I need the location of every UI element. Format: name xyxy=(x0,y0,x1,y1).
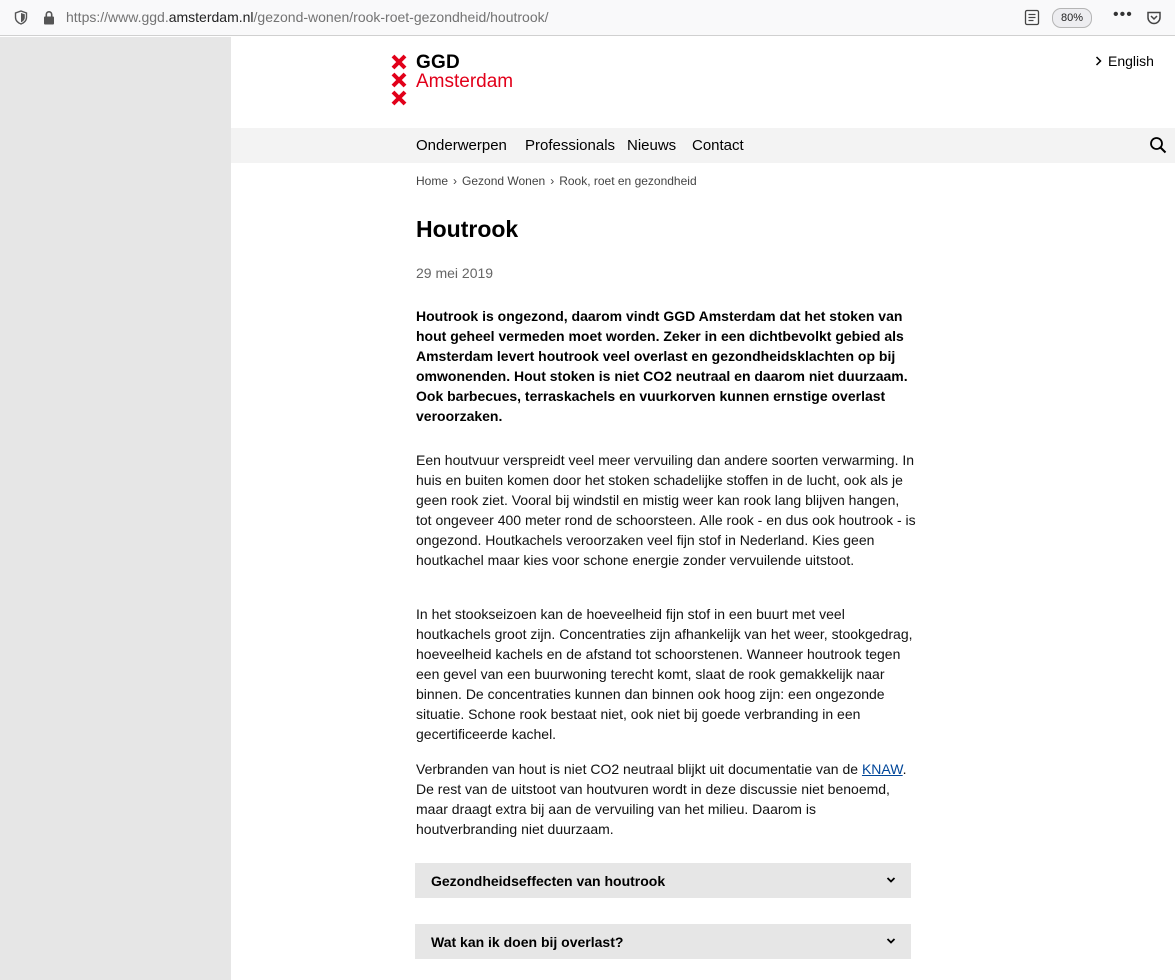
page-actions-menu-button[interactable]: ••• xyxy=(1113,6,1133,23)
knaw-link[interactable]: KNAW xyxy=(861,761,903,777)
accordion-gezondheidseffecten[interactable] xyxy=(415,863,911,898)
shield-icon[interactable] xyxy=(14,10,28,25)
nav-item-professionals[interactable]: Professionals xyxy=(525,137,616,154)
url-prefix: https://www.ggd. xyxy=(66,9,169,25)
reader-view-icon[interactable] xyxy=(1024,9,1040,26)
publish-date: 29 mei 2019 xyxy=(416,265,494,281)
cross-icon xyxy=(391,54,407,70)
breadcrumb-rook-roet[interactable]: Rook, roet en gezondheid xyxy=(559,174,697,188)
logo-text-ggd[interactable]: GGD xyxy=(416,52,460,73)
breadcrumb-separator: › xyxy=(453,174,458,188)
page-side-gutter xyxy=(0,37,231,980)
breadcrumb-gezond-wonen[interactable]: Gezond Wonen xyxy=(462,174,546,188)
nav-item-nieuws[interactable]: Nieuws xyxy=(627,137,677,154)
body-paragraph-2: In het stookseizoen kan de hoeveelheid fijn stof in een buurt met veel houtkachels groot zijn. Concentraties zijn afhankelijk van het weer, stookgedrag, hoeveelheid kachels en de afstand tot schoorstenen. Wanneer houtrook tegen een gevel van een buurwoning terecht komt, slaat de rook gemakkelijk naar binnen. De concentraties kunnen dan binnen ook hoog zijn: een ongezonde situatie. Schone rook bestaat niet, ook niet bij goede verbranding in een gecertificeerde kachel. xyxy=(416,606,913,742)
lock-icon[interactable] xyxy=(42,10,56,25)
chevron-down-icon xyxy=(885,935,897,947)
accordion-overlast[interactable] xyxy=(415,924,911,959)
accordion-title: Gezondheidseffecten van houtrook xyxy=(431,873,666,889)
address-bar[interactable] xyxy=(66,9,549,25)
browser-toolbar xyxy=(0,0,1175,36)
nav-item-onderwerpen[interactable]: Onderwerpen xyxy=(416,137,507,154)
search-icon[interactable] xyxy=(1149,136,1167,154)
english-language-link[interactable] xyxy=(1095,53,1154,69)
pocket-icon[interactable] xyxy=(1146,10,1162,26)
cross-icon xyxy=(391,90,407,106)
chevron-down-icon xyxy=(885,874,897,886)
url-path: /gezond-wonen/rook-roet-gezondheid/houtrook/ xyxy=(253,9,549,25)
paragraph-3-text-end: . De rest van de uitstoot van houtvuren wordt in deze discussie niet benoemd, maar draagt extra bij aan de vervuiling van het milieu. Daarom is houtverbranding niet duurzaam. xyxy=(416,761,907,837)
intro-paragraph: Houtrook is ongezond, daarom vindt GGD Amsterdam dat het stoken van hout geheel vermeden moet worden. Zeker in een dichtbevolkt gebied als Amsterdam levert houtrook veel overlast en gezondheidsklachten op bij omwonenden. Hout stoken is niet CO2 neutraal en daarom niet duurzaam. Ook barbecues, terraskachels en vuurkorven kunnen ernstige overlast veroorzaken. xyxy=(416,308,908,424)
breadcrumb-separator: › xyxy=(550,174,555,188)
logo-text-amsterdam[interactable]: Amsterdam xyxy=(416,71,514,92)
ggd-logo-crosses[interactable] xyxy=(391,54,409,108)
body-paragraph-1: Een houtvuur verspreidt veel meer vervuiling dan andere soorten verwarming. In huis en buiten komen door het stoken schadelijke stoffen in de lucht, ook als je geen rook ziet. Vooral bij windstil en mistig weer kan rook lang blijven hangen, tot ongeveer 400 meter rond de schoorsteen. Alle rook - en dus ook houtrook - is ongezond. Houtkachels veroorzaken veel fijn stof in Nederland. Kies geen houtkachel maar kies voor schone energie zonder vervuilende uitstoot. xyxy=(416,452,916,568)
cross-icon xyxy=(391,72,407,88)
english-link-label: English xyxy=(1108,53,1154,69)
breadcrumb-home[interactable]: Home xyxy=(416,174,449,188)
chevron-right-icon xyxy=(1095,56,1102,66)
url-domain: amsterdam.nl xyxy=(168,9,254,25)
nav-item-contact[interactable]: Contact xyxy=(692,137,744,154)
zoom-level-button[interactable]: 80% xyxy=(1052,8,1092,28)
body-paragraph-3 xyxy=(416,759,916,839)
accordion-title: Wat kan ik doen bij overlast? xyxy=(431,934,624,950)
breadcrumb xyxy=(416,174,697,188)
paragraph-3-text-start: Verbranden van hout is niet CO2 neutraal blijkt uit documentatie van de xyxy=(416,761,862,777)
page-title: Houtrook xyxy=(416,216,519,242)
